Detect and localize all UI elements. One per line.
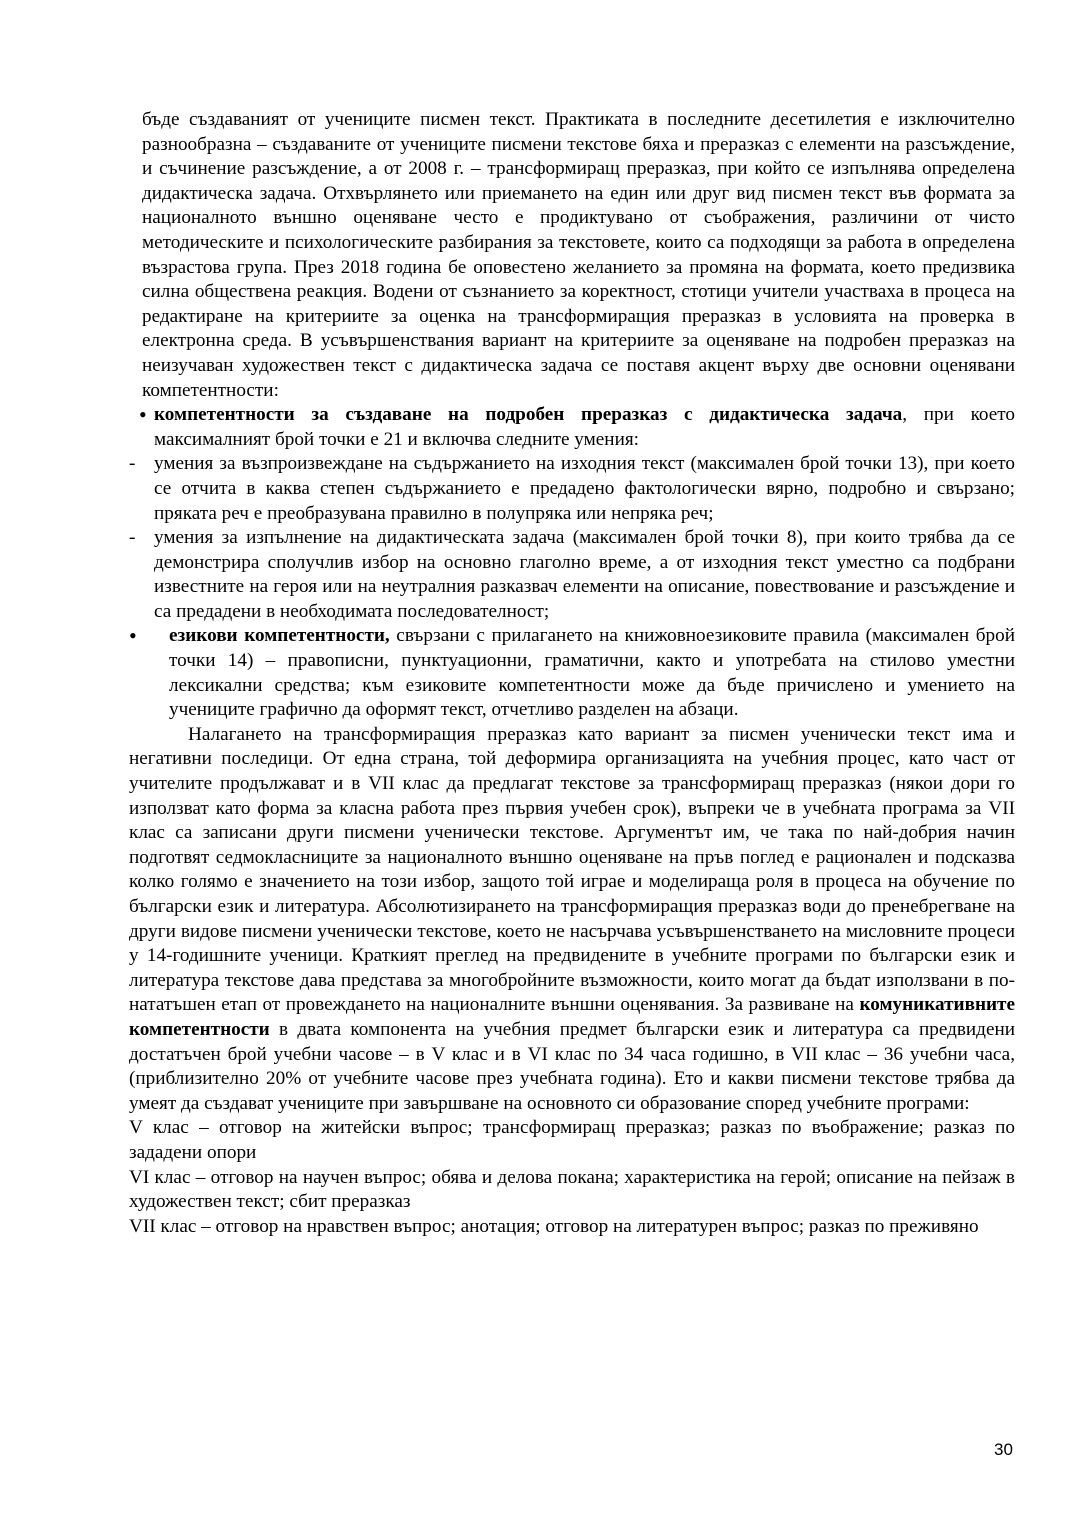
bullet-item-bold-text: компетентности за създаване на подробен преразказ с дидактическа задача <box>154 404 903 426</box>
class-vii-line: VII клас – отговор на нравствен въпрос; анотация; отговор на литературен въпрос; разказ по преживяно <box>129 1215 979 1237</box>
dash-mark: - <box>129 453 136 475</box>
dash-mark: - <box>129 527 136 549</box>
bullet-item-language-competences <box>129 624 1015 722</box>
class-v-line: V клас – отговор на житейски въпрос; трансформиращ преразказ; разказ по въображение; разказ по зададени опори <box>129 1117 1015 1163</box>
bullet-item-text: свързани с прилагането на книжовноезиковите правила (максимален брой точки 14) – правописни, пунктуационни, граматични, както и употребата на стилово уместни лексикални средства; към езиковите компетентности може да бъде причислено и умението на учениците графично да оформят текст, отчетливо разделен на абзаци. <box>169 625 1015 721</box>
dash-item-content-reproduction <box>129 452 1015 526</box>
main-paragraph-text-2: в двата компонента на учебния предмет български език и литература са предвидени достатъчен брой учебни часове – в V клас и в VI клас по 34 часа годишно, в VII клас – 36 учебни часа, (приблизително 20% от учебните часове през учебната година). Ето и какви писмени текстове трябва да умеят да създават учениците при завършване на основното си образование според учебните програми: <box>129 1018 1015 1114</box>
page-number: 30 <box>994 1440 1013 1459</box>
dash-item-text: умения за изпълнение на дидактическата задача (максимален брой точки 8), при които трябва да се демонстрира сполучлив избор на основно глаголно време, а от изходния текст уместно са подбрани известните на героя или на неутралния разказвач елементи на описание, повествование и разсъждение и са предадени в необходимата последователност; <box>154 527 1015 622</box>
bullet-item-bold-text: езикови компетентности, <box>169 625 390 647</box>
main-paragraph-bold-term: комуникативните компетентности <box>129 994 1015 1040</box>
bullet-item-text: , при което максималният брой точки е 21 и включва следните умения: <box>154 404 1015 450</box>
bullet-icon: • <box>129 623 137 649</box>
dash-item-didactic-task <box>129 526 1015 624</box>
page-body <box>129 108 1015 1239</box>
class-vi-line: VI клас – отговор на научен въпрос; обява и делова покана; характеристика на герой; описание на пейзаж в художествен текст; сбит преразказ <box>129 1166 1015 1213</box>
intro-paragraph: бъде създаваният от учениците писмен текст. Практиката в последните десетилетия е изключително разнообразна – създаваните от учениците писмени текстове бяха и преразказ с елементи на разсъждение, и съчинение разсъждение, а от 2008 г. – трансформиращ преразказ, при който се изпълнява определена дидактическа задача. Отхвърлянето или приемането на един или друг вид писмен текст във формата за националното външно оценяване често е продиктувано от съображения, различини от чисто методическите и психологическите разбирания за текстовете, които са подходящи за работа в определена възрастова група. През 2018 година бе оповестено желанието за промяна на формата, което предизвика силна обществена реакция. Водени от съзнанието за коректност, стотици учители участваха в процеса на редактиране на критериите за оценка на трансформиращия преразказ в условията на проверка в електронна среда. В усъвършенствания вариант на критериите за оценяване на подробен преразказ на неизучаван художествен текст с дидактическа задача се поставя акцент върху две основни оценявани компетентности: <box>142 109 1015 401</box>
main-paragraph <box>129 723 1015 1117</box>
bullet-icon: • <box>139 402 147 428</box>
bullet-item-composition-competences <box>129 403 1015 452</box>
dash-item-text: умения за възпроизвеждане на съдържанието на изходния текст (максимален брой точки 13), при което се отчита в каква степен съдържанието е предадено фактологически вярно, подробно и свързано; пряката реч е преобразувана правилно в полупряка или непряка реч; <box>154 453 1015 524</box>
main-paragraph-text-1: Налагането на трансформиращия преразказ като вариант за писмен ученически текст има и негативни последици. От една страна, той деформира организацията на учебния процес, като част от учителите продължават и в VII клас да предлагат текстове за трансформиращ преразказ (някои дори го използват като форма за класна работа през първия учебен срок), въпреки че в учебната програма за VII клас са записани други писмени ученически текстове. Аргументът им, че така по най-добрия начин подготвят седмокласниците за националното външно оценяване на пръв поглед е рационален и подсказва колко голямо е значението на този избор, защото той играе и моделираща роля в процеса на обучение по български език и литература. Абсолютизирането на трансформиращия преразказ води до пренебрегване на други видове писмени ученически текстове, което не насърчава усъвършенстването на мисловните процеси у 14-годишните ученици. Краткият преглед на предвидените в учебните програми по български език и литература текстове дава представа за многобройните възможности, които могат да бъдат използвани в по-нататъшен етап от провеждането на националните външни оценявания. За развиване на <box>129 723 1015 1016</box>
